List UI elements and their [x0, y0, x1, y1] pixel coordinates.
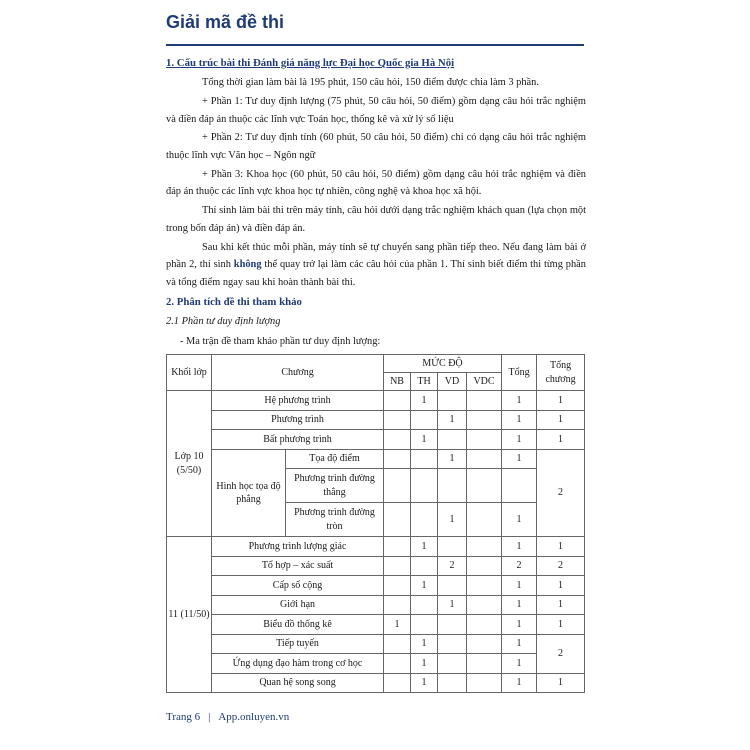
cell-tong: 1 [502, 503, 537, 537]
table-row [167, 595, 585, 615]
cell-th: 1 [411, 391, 438, 411]
header-nb: NB [384, 373, 411, 391]
cell-vdc [467, 634, 502, 654]
paragraph-part-1: + Phần 1: Tư duy định lượng (75 phút, 50 câu hỏi, 50 điểm) gồm dạng câu hỏi trắc nghiệm và điền đáp án thuộc các lĩnh vực Toán học, thống kê và xử lý số liệu [166, 96, 586, 125]
cell-nb [384, 576, 411, 596]
cell-vd: 1 [438, 595, 467, 615]
cell-tong-chuong: 2 [537, 449, 585, 537]
section-2-title: 2. Phân tích đề thi tham khảo [166, 295, 302, 308]
cell-vdc [467, 654, 502, 674]
header-chuong: Chương [212, 355, 384, 391]
footer-site: App.onluyen.vn [218, 711, 290, 723]
header-khoi-lop: Khối lớp [167, 355, 212, 391]
header-vd: VD [438, 373, 467, 391]
table-intro: - Ma trận đề tham khảo phần tư duy định lượng: [180, 335, 381, 347]
chapter-name: Tiếp tuyến [212, 634, 384, 654]
chapter-name: Quan hệ song song [212, 673, 384, 693]
cell-vd [438, 430, 467, 450]
header-th: TH [411, 373, 438, 391]
paragraph-part-transition-b: thể quay trở lại làm các câu hỏi của phần 1. Thí sinh biết điểm thi từng phần và tổng điểm ngay sau khi hoàn thành bài thi. [166, 259, 586, 288]
chapter-name: Phương trình đường thẳng [286, 469, 384, 503]
cell-vd: 2 [438, 556, 467, 576]
cell-tong: 1 [502, 410, 537, 430]
cell-vd: 1 [438, 503, 467, 537]
cell-vd [438, 469, 467, 503]
cell-nb [384, 673, 411, 693]
table-row [167, 537, 585, 557]
table-row [167, 556, 585, 576]
cell-tong-chuong: 1 [537, 576, 585, 596]
grade-11-label: 11 (11/50) [167, 537, 212, 693]
cell-vdc [467, 537, 502, 557]
cell-tong: 1 [502, 391, 537, 411]
table-row [167, 654, 585, 674]
page-number: Trang 6 [166, 711, 201, 723]
cell-tong: 2 [502, 556, 537, 576]
header-muc-do: MỨC ĐỘ [384, 355, 502, 373]
cell-th: 1 [411, 430, 438, 450]
emphasis-khong: không [233, 259, 262, 271]
chapter-name: Hệ phương trình [212, 391, 384, 411]
cell-vd [438, 634, 467, 654]
page-content [166, 54, 586, 693]
cell-th [411, 595, 438, 615]
cell-th: 1 [411, 654, 438, 674]
cell-nb [384, 634, 411, 654]
paragraph-part-2: + Phần 2: Tư duy định tính (60 phút, 50 câu hỏi, 50 điểm) chỉ có dạng câu hỏi trắc nghiệm thuộc lĩnh vực Văn học – Ngôn ngữ [166, 132, 586, 162]
chapter-name: Phương trình lượng giác [212, 537, 384, 557]
header-tong: Tổng [502, 355, 537, 391]
cell-vd: 1 [438, 410, 467, 430]
paragraph-part-3: + Phần 3: Khoa học (60 phút, 50 câu hỏi, 50 điểm) gồm dạng câu hỏi trắc nghiệm và điền đáp án thuộc các lĩnh vực khoa học tự nhiên, công nghệ và khoa học xã hội. [166, 168, 586, 198]
paragraph-part-transition-a: Sau khi kết thúc mỗi phần, máy tính sẽ tự chuyển sang phần tiếp theo. Nếu đang làm bài ở phần 2, thí sinh [166, 241, 586, 271]
table-row [167, 634, 585, 654]
cell-vdc [467, 449, 502, 469]
chapter-name: Tổ hợp – xác suất [212, 556, 384, 576]
cell-tong: 1 [502, 449, 537, 469]
page-footer [166, 711, 289, 723]
cell-tong-chuong: 1 [537, 537, 585, 557]
cell-tong: 1 [502, 673, 537, 693]
table-row [167, 391, 585, 411]
cell-nb [384, 503, 411, 537]
cell-tong-chuong: 1 [537, 615, 585, 635]
cell-vdc [467, 410, 502, 430]
group-label-hinh-hoc: Hình học tọa độ phẳng [212, 449, 286, 537]
cell-tong: 1 [502, 537, 537, 557]
cell-vd [438, 537, 467, 557]
cell-tong: 1 [502, 615, 537, 635]
cell-nb [384, 537, 411, 557]
cell-vdc [467, 469, 502, 503]
cell-th [411, 469, 438, 503]
chapter-name: Phương trình [212, 410, 384, 430]
cell-tong [502, 469, 537, 503]
cell-nb [384, 654, 411, 674]
header-divider [166, 44, 584, 46]
cell-vd [438, 391, 467, 411]
cell-nb [384, 469, 411, 503]
cell-vd [438, 673, 467, 693]
cell-th: 1 [411, 634, 438, 654]
chapter-name: Biểu đồ thống kê [212, 615, 384, 635]
table-header-row [167, 355, 585, 373]
cell-tong: 1 [502, 595, 537, 615]
cell-tong-chuong: 1 [537, 410, 585, 430]
table-row [167, 576, 585, 596]
cell-nb: 1 [384, 615, 411, 635]
chapter-name: Ứng dụng đạo hàm trong cơ học [212, 654, 384, 674]
cell-vdc [467, 673, 502, 693]
cell-tong-chuong: 1 [537, 430, 585, 450]
cell-tong: 1 [502, 634, 537, 654]
cell-vdc [467, 595, 502, 615]
header-vdc: VDC [467, 373, 502, 391]
subsection-2-1-title: 2.1 Phần tư duy định lượng [166, 315, 281, 327]
question-matrix-table [166, 354, 585, 693]
chapter-name: Cấp số cộng [212, 576, 384, 596]
cell-nb [384, 556, 411, 576]
table-row [167, 673, 585, 693]
cell-vd: 1 [438, 449, 467, 469]
paragraph-part-transition [166, 239, 586, 292]
cell-vdc [467, 556, 502, 576]
cell-vd [438, 615, 467, 635]
cell-nb [384, 391, 411, 411]
cell-th: 1 [411, 576, 438, 596]
table-row [167, 449, 585, 469]
cell-tong: 1 [502, 430, 537, 450]
cell-vdc [467, 430, 502, 450]
paragraph-total-time: Tổng thời gian làm bài là 195 phút, 150 câu hỏi, 150 điểm được chia làm 3 phần. [202, 77, 539, 89]
section-1-title: 1. Cấu trúc bài thi Đánh giá năng lực Đại học Quốc gia Hà Nội [166, 57, 455, 69]
grade-10-label: Lớp 10 (5/50) [167, 391, 212, 537]
matrix-body [167, 355, 585, 693]
cell-tong: 1 [502, 654, 537, 674]
header-tong-chuong: Tổng chương [537, 355, 585, 391]
paragraph-computer-test: Thí sinh làm bài thi trên máy tính, câu hỏi dưới dạng trắc nghiệm khách quan (lựa chọn một trong bốn đáp án) và điền đáp án. [166, 205, 586, 234]
table-row [167, 615, 585, 635]
cell-th [411, 410, 438, 430]
cell-vdc [467, 503, 502, 537]
cell-nb [384, 595, 411, 615]
cell-tong-chuong: 1 [537, 595, 585, 615]
table-row [167, 410, 585, 430]
chapter-name: Tọa độ điểm [286, 449, 384, 469]
cell-tong-chuong: 1 [537, 673, 585, 693]
cell-nb [384, 410, 411, 430]
footer-separator: | [208, 711, 211, 723]
cell-th [411, 503, 438, 537]
cell-th [411, 615, 438, 635]
cell-th: 1 [411, 537, 438, 557]
cell-vdc [467, 576, 502, 596]
cell-th [411, 449, 438, 469]
chapter-name: Bất phương trình [212, 430, 384, 450]
cell-th: 1 [411, 673, 438, 693]
cell-vdc [467, 391, 502, 411]
page-header-title: Giải mã đề thi [166, 12, 285, 32]
chapter-name: Giới hạn [212, 595, 384, 615]
cell-tong-chuong: 1 [537, 391, 585, 411]
cell-th [411, 556, 438, 576]
cell-tong: 1 [502, 576, 537, 596]
cell-vdc [467, 615, 502, 635]
table-row [167, 430, 585, 450]
cell-tong-chuong: 2 [537, 634, 585, 673]
cell-nb [384, 430, 411, 450]
cell-vd [438, 576, 467, 596]
cell-nb [384, 449, 411, 469]
cell-vd [438, 654, 467, 674]
cell-tong-chuong: 2 [537, 556, 585, 576]
chapter-name: Phương trình đường tròn [286, 503, 384, 537]
